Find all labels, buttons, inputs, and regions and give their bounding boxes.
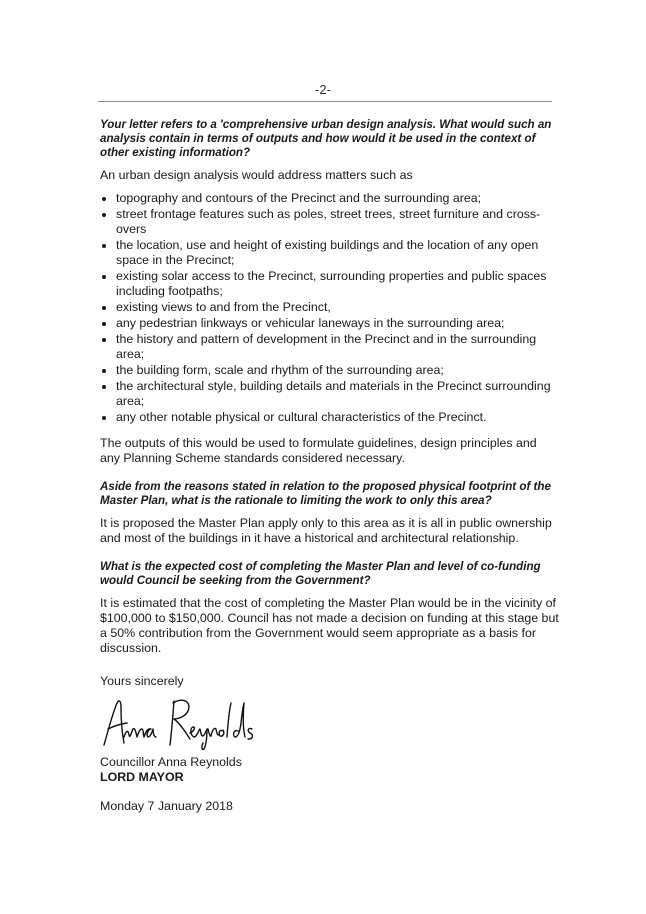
list-item: the architectural style, building details and materials in the Precinct surrounding area; [100, 379, 560, 409]
answer-3: It is estimated that the cost of completing the Master Plan would be in the vicinity of $100,000 to $150,000. Council has not made a decision on funding at this stage but a 50% contribution from the Government would seem appropriate as a basis for discussion. [100, 596, 559, 655]
list-item: any pedestrian linkways or vehicular laneways in the surrounding area; [100, 316, 560, 331]
signature-image [100, 693, 270, 751]
header-divider [98, 101, 552, 102]
list-item: topography and contours of the Precinct and the surrounding area; [100, 191, 560, 206]
list-item: any other notable physical or cultural characteristics of the Precinct. [100, 410, 560, 425]
list-item: existing views to and from the Precinct, [100, 300, 560, 315]
analysis-list [100, 191, 560, 425]
list-item: the location, use and height of existing buildings and the location of any open space in the Precinct; [100, 238, 560, 268]
closing-block [100, 674, 560, 814]
list-item: existing solar access to the Precinct, surrounding properties and public spaces including footpaths; [100, 269, 560, 299]
question-3: What is the expected cost of completing the Master Plan and level of co-funding would Council be seeking from the Government? [100, 560, 541, 587]
page-number: -2- [315, 82, 331, 97]
list-item: the history and pattern of development in the Precinct and in the surrounding area; [100, 332, 560, 362]
signatory-name: Councillor Anna Reynolds [100, 755, 242, 769]
answer-2: It is proposed the Master Plan apply only to this area as it is all in public ownership and most of the buildings in it have a historical and architectural relationship. [100, 516, 552, 545]
salutation: Yours sincerely [100, 674, 184, 688]
answer-1-outro: The outputs of this would be used to formulate guidelines, design principles and any Planning Scheme standards considered necessary. [100, 436, 537, 465]
question-1: Your letter refers to a 'comprehensive urban design analysis. What would such an analysis contain in terms of outputs and how would it be used in the context of other existing information? [100, 118, 552, 159]
letter-body [100, 118, 560, 814]
letter-date: Monday 7 January 2018 [100, 799, 233, 813]
signatory-title: LORD MAYOR [100, 770, 184, 784]
answer-1-intro: An urban design analysis would address matters such as [100, 168, 413, 182]
question-2: Aside from the reasons stated in relation to the proposed physical footprint of the Master Plan, what is the rationale to limiting the work to only this area? [100, 480, 551, 507]
list-item: the building form, scale and rhythm of the surrounding area; [100, 363, 560, 378]
list-item: street frontage features such as poles, street trees, street furniture and cross-overs [100, 207, 560, 237]
